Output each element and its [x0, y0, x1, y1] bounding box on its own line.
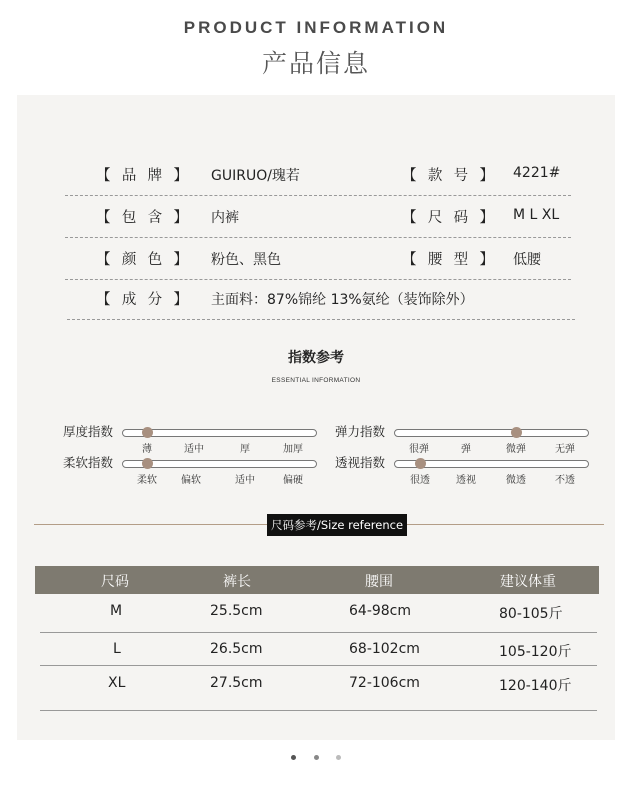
info-label: 【 品 牌 】	[96, 168, 188, 184]
scale-option: 适中	[235, 475, 255, 486]
scale-option: 很透	[410, 475, 430, 486]
scale-knob	[415, 458, 426, 469]
table-cell: 80-105斤	[499, 606, 563, 622]
table-cell: 64-98cm	[349, 603, 412, 619]
table-row	[40, 666, 597, 711]
info-row	[65, 154, 571, 196]
scale-name: 厚度指数	[63, 424, 114, 439]
elasticity-scale	[335, 420, 595, 454]
pager-dot[interactable]	[291, 755, 296, 760]
scale-option: 适中	[184, 444, 204, 455]
column-header: 尺码	[101, 574, 129, 590]
column-header: 裤长	[223, 574, 251, 590]
scale-option: 不透	[555, 475, 575, 486]
size-table-header	[35, 566, 599, 594]
table-cell: 68-102cm	[349, 641, 420, 657]
scale-name: 柔软指数	[63, 455, 114, 470]
info-row	[65, 238, 571, 280]
softness-scale	[63, 451, 323, 485]
waist-type-value: 低腰	[513, 252, 541, 268]
column-header: 腰围	[365, 574, 393, 590]
scale-name: 弹力指数	[335, 424, 386, 439]
scale-option: 偏硬	[283, 475, 303, 486]
table-cell: 120-140斤	[499, 678, 572, 694]
column-header: 建议体重	[500, 574, 556, 590]
carousel-pager	[0, 745, 632, 764]
scale-option: 微弹	[506, 444, 526, 455]
scale-knob	[511, 427, 522, 438]
thickness-scale	[63, 420, 323, 454]
brand-value: GUIRUO/瑰若	[211, 168, 300, 184]
info-row	[65, 196, 571, 238]
table-row	[40, 594, 597, 633]
table-cell: 25.5cm	[210, 603, 263, 619]
color-value: 粉色、黑色	[211, 252, 281, 268]
info-label: 【 成 分 】	[96, 292, 188, 308]
table-cell: 72-106cm	[349, 675, 420, 691]
scale-option: 弹	[461, 444, 471, 455]
dashed-divider	[67, 319, 575, 320]
scale-option: 薄	[142, 444, 152, 455]
page-title-en: PRODUCT INFORMATION	[183, 18, 449, 37]
info-label: 【 包 含 】	[96, 210, 188, 226]
scale-track	[394, 429, 589, 437]
page-title-zh: 产品信息	[261, 49, 370, 78]
scale-option: 透视	[456, 475, 476, 486]
scale-knob	[142, 458, 153, 469]
size-value: M L XL	[513, 207, 560, 223]
pager-dot[interactable]	[336, 755, 341, 760]
scale-name: 透视指数	[335, 455, 386, 470]
scale-option: 微透	[506, 475, 526, 486]
info-label: 【 款 号 】	[402, 168, 494, 184]
table-cell: 105-120斤	[499, 644, 572, 660]
product-info-panel	[17, 95, 615, 740]
info-row	[67, 278, 575, 320]
scale-option: 很弹	[409, 444, 429, 455]
style-number-value: 4221#	[513, 165, 561, 181]
table-cell: 27.5cm	[210, 675, 263, 691]
transparency-scale	[335, 451, 595, 485]
table-cell: 26.5cm	[210, 641, 263, 657]
scale-option: 偏软	[181, 475, 201, 486]
scale-option: 厚	[240, 444, 250, 455]
size-reference-badge: 尺码参考/Size reference	[267, 514, 407, 536]
scale-option: 无弹	[555, 444, 575, 455]
table-cell: M	[110, 603, 123, 619]
package-value: 内裤	[211, 210, 239, 226]
scale-knob	[142, 427, 153, 438]
index-subtitle: ESSENTIAL INFORMATION	[271, 377, 361, 384]
info-label: 【 腰 型 】	[402, 252, 494, 268]
index-title: 指数参考	[288, 350, 344, 366]
info-label: 【 颜 色 】	[96, 252, 188, 268]
scale-option: 柔软	[137, 475, 157, 486]
table-cell: XL	[108, 675, 126, 691]
material-value: 主面料：87%锦纶 13%氨纶（装饰除外）	[211, 292, 474, 308]
info-label: 【 尺 码 】	[402, 210, 494, 226]
pager-dot[interactable]	[314, 755, 319, 760]
table-row	[40, 632, 597, 666]
table-cell: L	[113, 641, 121, 657]
scale-option: 加厚	[283, 444, 303, 455]
